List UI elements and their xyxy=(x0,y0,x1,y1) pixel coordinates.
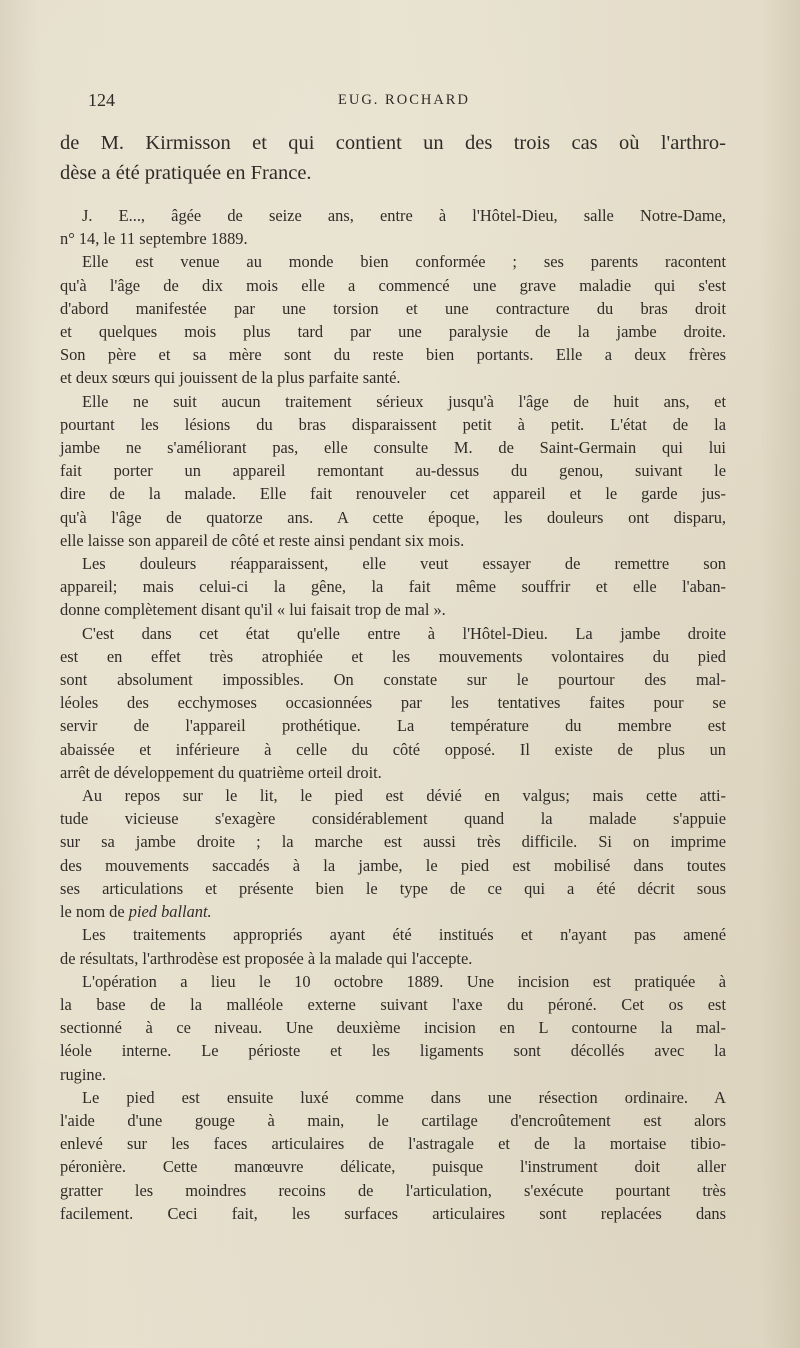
text-line: la base de la malléole externe suivant l'axe du péroné. Cet os est xyxy=(60,994,726,1014)
paragraph-examination xyxy=(60,622,726,784)
text-line: Elle est venue au monde bien conformée ; ses parents racontent xyxy=(82,252,726,272)
text-line: est en effet très atrophiée et les mouvements volontaires du pied xyxy=(60,646,726,666)
text-line: enlevé sur les faces articulaires de l'astragale et de la mortaise tibio- xyxy=(60,1134,726,1154)
text-line xyxy=(60,900,726,923)
text-line: elle laisse son appareil de côté et reste ainsi pendant six mois. xyxy=(60,530,465,550)
text-line: péronière. Cette manœuvre délicate, puisque l'instrument doit aller xyxy=(60,1157,726,1177)
text-line: C'est dans cet état qu'elle entre à l'Hôtel-Dieu. La jambe droite xyxy=(82,623,726,643)
page-number: 124 xyxy=(88,90,115,110)
text-line: jambe ne s'améliorant pas, elle consulte M. de Saint-Germain qui lui xyxy=(60,438,726,458)
text-line: pourtant les lésions du bras disparaissent petit à petit. L'état de la xyxy=(60,414,726,434)
text-line: des mouvements saccadés à la jambe, le pied est mobilisé dans toutes xyxy=(60,855,726,875)
text-line: gratter les moindres recoins de l'articulation, s'exécute pourtant très xyxy=(60,1180,726,1200)
text-line: L'opération a lieu le 10 octobre 1889. Une incision est pratiquée à xyxy=(82,971,726,991)
text-line: Son père et sa mère sont du reste bien portants. Elle a deux frères xyxy=(60,345,726,365)
text-line: Elle ne suit aucun traitement sérieux jusqu'à l'âge de huit ans, et xyxy=(82,391,726,411)
paragraph-history xyxy=(60,250,726,389)
text-line: qu'à l'âge de quatorze ans. A cette époque, les douleurs ont disparu, xyxy=(60,507,726,527)
text-line: appareil; mais celui-ci la gêne, la fait même souffrir et elle l'aban- xyxy=(60,577,726,597)
text-line: donne complètement disant qu'il « lui faisait trop de mal ». xyxy=(60,600,446,620)
case-report xyxy=(60,204,726,1225)
text-line: n° 14, le 11 septembre 1889. xyxy=(60,229,248,249)
text-line: sectionné à ce niveau. Une deuxième incision en L contourne la mal- xyxy=(60,1018,726,1038)
paragraph-operation xyxy=(60,970,726,1086)
text-line: ses articulations et présente bien le type de ce qui a été décrit sous xyxy=(60,878,726,898)
text-line: l'aide d'une gouge à main, le cartilage d'encroûtement est alors xyxy=(60,1110,726,1130)
text-line: arrêt de développement du quatrième orteil droit. xyxy=(60,762,382,782)
text-line: dire de la malade. Elle fait renouveler cet appareil et le garde jus- xyxy=(60,484,726,504)
text-line: Les traitements appropriés ayant été institués et n'ayant pas amené xyxy=(82,925,726,945)
text-line: facilement. Ceci fait, les surfaces articulaires sont replacées dans xyxy=(60,1203,726,1223)
text-line: léole interne. Le périoste et les ligaments sont décollés avec la xyxy=(60,1041,726,1061)
page-text xyxy=(60,128,726,1225)
text-line: fait porter un appareil remontant au-dessus du genou, suivant le xyxy=(60,461,726,481)
running-head: EUG. ROCHARD xyxy=(338,92,470,108)
page-header xyxy=(88,90,728,114)
paragraph-proposal xyxy=(60,923,726,969)
text-line: J. E..., âgée de seize ans, entre à l'Hôtel-Dieu, salle Notre-Dame, xyxy=(82,206,726,225)
paragraph-valgus xyxy=(60,784,726,923)
paragraph-treatment xyxy=(60,390,726,552)
text-line: Au repos sur le lit, le pied est dévié en valgus; mais cette atti- xyxy=(82,786,726,806)
text-line: Les douleurs réapparaissent, elle veut essayer de remettre son xyxy=(82,554,726,574)
text-line: d'abord manifestée par une torsion et une contracture du bras droit xyxy=(60,298,726,318)
text-line: de M. Kirmisson et qui contient un des trois cas où l'arthro- xyxy=(60,132,726,154)
paragraph-admission xyxy=(60,204,726,250)
text-line: abaissée et inférieure à celle du côté opposé. Il existe de plus un xyxy=(60,739,726,759)
text-line: servir de l'appareil prothétique. La température du membre est xyxy=(60,716,726,736)
text-line: de résultats, l'arthrodèse est proposée à la malade qui l'accepte. xyxy=(60,948,473,968)
text-line: et deux sœurs qui jouissent de la plus parfaite santé. xyxy=(60,368,401,388)
text-line: qu'à l'âge de dix mois elle a commencé une grave maladie qui s'est xyxy=(60,275,726,295)
intro-paragraph xyxy=(60,128,726,188)
text-line: et quelques mois plus tard par une paralysie de la jambe droite. xyxy=(60,322,726,342)
text-fragment: le nom de xyxy=(60,902,125,922)
text-line: sont absolument impossibles. On constate sur le pourtour des mal- xyxy=(60,670,726,690)
italic-term: pied ballant. xyxy=(128,902,212,922)
text-line: rugine. xyxy=(60,1064,106,1084)
text-line: tude vicieuse s'exagère considérablement quand la malade s'appuie xyxy=(60,809,726,829)
text-line: dèse a été pratiquée en France. xyxy=(60,162,312,184)
text-line: sur sa jambe droite ; la marche est aussi très difficile. Si on imprime xyxy=(60,832,726,852)
paragraph-resection xyxy=(60,1086,726,1225)
paragraph-relapse xyxy=(60,552,726,622)
text-line: léoles des ecchymoses occasionnées par les tentatives faites pour se xyxy=(60,693,726,713)
text-line: Le pied est ensuite luxé comme dans une résection ordinaire. A xyxy=(82,1087,726,1107)
